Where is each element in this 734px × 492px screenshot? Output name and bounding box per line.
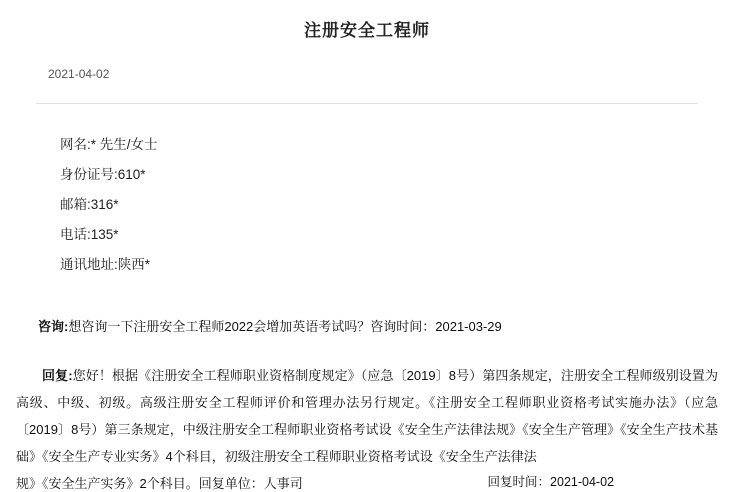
question-text: 想咨询一下注册安全工程师2022会增加英语考试吗？咨询时间：2021-03-29 (68, 319, 502, 334)
reply-time: 回复时间：2021-04-02 (487, 475, 614, 489)
question-line (38, 314, 696, 340)
question-label: 咨询: (38, 319, 69, 334)
info-line-id-number: 身份证号:610* (60, 167, 146, 182)
document-date: 2021-04-02 (48, 67, 110, 81)
info-line-address: 通讯地址:陕西* (60, 257, 151, 272)
answer-block (0, 340, 734, 470)
answer-clipped-line: 规》《安全生产实务》2个科目。回复单位：人事司 (16, 476, 303, 490)
info-line-nickname: 网名:* 先生/女士 (60, 137, 158, 152)
question-block (0, 280, 734, 340)
answer-label: 回复: (42, 368, 73, 383)
answer-text: 您好！根据《注册安全工程师职业资格制度规定》（应急〔2019〕8号）第四条规定，注册安全工程师级别设置为高级、中级、初级。高级注册安全工程师评价和管理办法另行规定。《注册安全工程师职业资格考试实施办法》（应急〔2019〕8号）第三条规定，中级注册安全工程师职业资格考试设《安全生产法律法规》《安全生产管理》《安全生产技术基础》《安全生产专业实务》4个科目，初级注册安全工程师职业资格考试设《安全生产法律法 (16, 368, 718, 464)
user-info-block (0, 104, 734, 280)
info-line-email: 邮箱:316* (60, 197, 119, 212)
page-title: 注册安全工程师 (304, 21, 430, 40)
info-line-phone: 电话:135* (60, 227, 119, 242)
